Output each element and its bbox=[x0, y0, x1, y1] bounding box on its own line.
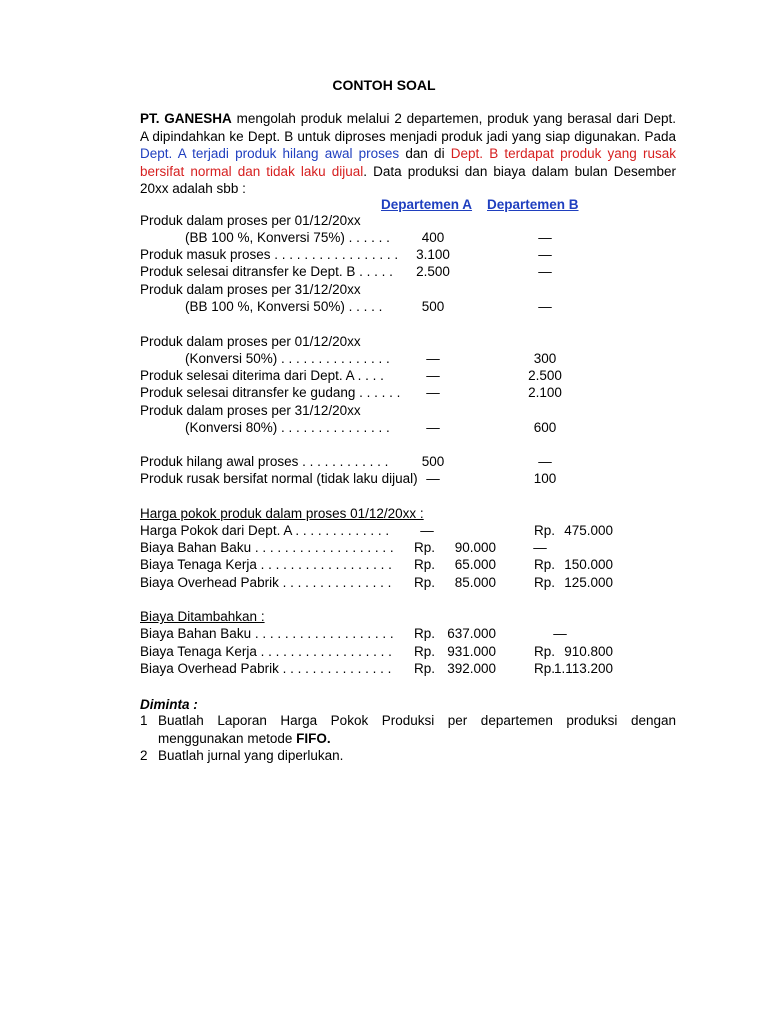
dept-a-amount: 85.000 bbox=[454, 575, 496, 590]
dept-b-amount: 910.800 bbox=[564, 644, 613, 659]
intro-red-text: Dept. B terdapat produk yang rusak bersifat normal dan tidak laku dijual bbox=[140, 146, 676, 179]
company-name: PT. GANESHA bbox=[140, 111, 232, 126]
dept-a-currency: Rp. bbox=[414, 557, 436, 572]
dept-b-currency: Rp. bbox=[534, 661, 556, 676]
dept-a-currency: Rp. bbox=[414, 575, 436, 590]
dept-a-value: 3.100 bbox=[416, 247, 450, 262]
dept-b-value: — bbox=[538, 264, 552, 279]
dept-b-value: — bbox=[538, 299, 552, 314]
production-row bbox=[0, 247, 768, 264]
dept-a-amount: 65.000 bbox=[454, 557, 496, 572]
diminta-item-text: Buatlah jurnal yang diperlukan. bbox=[158, 748, 344, 763]
row-label: Produk hilang awal proses . . . . . . . . . . . . bbox=[140, 454, 389, 469]
row-label: (Konversi 80%) . . . . . . . . . . . . . . . bbox=[185, 420, 390, 435]
dept-b-value: 600 bbox=[533, 420, 557, 435]
dept-a-currency: Rp. bbox=[414, 626, 436, 641]
biaya-tambah-title: Biaya Ditambahkan : bbox=[140, 609, 265, 624]
cost-row bbox=[0, 557, 768, 574]
hpp-awal-title-row bbox=[0, 506, 768, 523]
dept-a-value: — bbox=[426, 351, 440, 366]
row-label: Produk dalam proses per 31/12/20xx bbox=[140, 282, 361, 297]
production-row bbox=[0, 420, 768, 437]
dept-b-value: 2.100 bbox=[528, 385, 562, 400]
intro-text-3: . Data produksi dan biaya dalam bulan Desember 20xx adalah sbb : bbox=[140, 163, 676, 196]
row-label: Biaya Bahan Baku . . . . . . . . . . . . . . . . . . . bbox=[140, 626, 394, 641]
production-row bbox=[0, 385, 768, 402]
diminta-title: Diminta : bbox=[140, 697, 198, 712]
dept-b-amount: 475.000 bbox=[564, 523, 613, 538]
dept-a-amount: 637.000 bbox=[447, 626, 496, 641]
row-label: Biaya Overhead Pabrik . . . . . . . . . . . . . . . bbox=[140, 661, 392, 676]
production-row bbox=[0, 334, 768, 351]
diminta-item-bold: FIFO. bbox=[296, 730, 331, 746]
cost-row bbox=[0, 523, 768, 540]
row-label: Produk selesai ditransfer ke gudang . . . . . . bbox=[140, 385, 401, 400]
intro-text-2: dan di bbox=[399, 146, 451, 161]
dept-a-value: 500 bbox=[421, 299, 445, 314]
dept-b-value: — bbox=[538, 247, 552, 262]
diminta-item-text: Buatlah Laporan Harga Pokok Produksi per departemen produksi dengan menggunakan metode bbox=[158, 713, 676, 746]
intro-blue-text: Dept. A terjadi produk hilang awal proses bbox=[140, 146, 400, 161]
dept-a-amount: 931.000 bbox=[447, 644, 496, 659]
row-label: Produk selesai diterima dari Dept. A . . . . bbox=[140, 368, 384, 383]
row-label: Biaya Bahan Baku . . . . . . . . . . . . . . . . . . . bbox=[140, 540, 394, 555]
hpp-awal-title: Harga pokok produk dalam proses 01/12/20xx : bbox=[140, 506, 424, 521]
header-dept-b: Departemen B bbox=[487, 197, 579, 212]
diminta-item-number: 1 bbox=[140, 713, 148, 728]
dept-b-value: 100 bbox=[533, 471, 557, 486]
row-label: Produk rusak bersifat normal (tidak laku dijual) bbox=[140, 471, 418, 486]
dept-b-value: — bbox=[538, 454, 552, 469]
dept-a-currency: Rp. bbox=[414, 661, 436, 676]
header-dept-a: Departemen A bbox=[381, 197, 473, 212]
dept-b-amount: 125.000 bbox=[564, 575, 613, 590]
row-label: Produk selesai ditransfer ke Dept. B . . . . . bbox=[140, 264, 393, 279]
dept-a-value: 500 bbox=[421, 454, 445, 469]
cost-row bbox=[0, 540, 768, 557]
production-row bbox=[0, 299, 768, 316]
dept-b-currency: Rp. bbox=[534, 575, 556, 590]
diminta-item-2 bbox=[140, 747, 676, 765]
dept-a-value: — bbox=[426, 471, 440, 486]
row-label: Produk dalam proses per 01/12/20xx bbox=[140, 334, 361, 349]
dept-a-currency: Rp. bbox=[414, 644, 436, 659]
dept-a-amount: 90.000 bbox=[454, 540, 496, 555]
production-row bbox=[0, 213, 768, 230]
row-label: Biaya Tenaga Kerja . . . . . . . . . . . . . . . . . . bbox=[140, 644, 392, 659]
row-label: Biaya Overhead Pabrik . . . . . . . . . . . . . . . bbox=[140, 575, 392, 590]
production-row bbox=[0, 368, 768, 385]
production-row bbox=[0, 471, 768, 488]
dept-a-amount: — bbox=[420, 523, 434, 538]
cost-row bbox=[0, 661, 768, 678]
cost-row bbox=[0, 644, 768, 661]
biaya-tambah-title-row bbox=[0, 609, 768, 626]
cost-row bbox=[0, 626, 768, 643]
row-label: Harga Pokok dari Dept. A . . . . . . . . . . . . . bbox=[140, 523, 390, 538]
diminta-item-number: 2 bbox=[140, 748, 148, 763]
dept-b-value: — bbox=[538, 230, 552, 245]
intro-paragraph bbox=[140, 110, 676, 198]
dept-b-amount: 1.113.200 bbox=[553, 661, 613, 676]
row-label: (BB 100 %, Konversi 50%) . . . . . bbox=[185, 299, 383, 314]
intro-text-1: mengolah produk melalui 2 departemen, produk yang berasal dari Dept. A dipindahkan ke Dept. B untuk diproses menjadi produk jadi yang siap digunakan. Pada bbox=[140, 111, 676, 144]
dept-a-value: — bbox=[426, 385, 440, 400]
dept-a-value: 400 bbox=[421, 230, 445, 245]
production-row bbox=[0, 403, 768, 420]
dept-a-value: — bbox=[426, 420, 440, 435]
production-row bbox=[0, 230, 768, 247]
production-row bbox=[0, 454, 768, 471]
row-label: Produk dalam proses per 31/12/20xx bbox=[140, 403, 361, 418]
dept-b-currency: Rp. bbox=[534, 644, 556, 659]
dept-b-value: 300 bbox=[533, 351, 557, 366]
dept-a-currency: Rp. bbox=[414, 540, 436, 555]
dept-a-amount: 392.000 bbox=[447, 661, 496, 676]
row-label: (Konversi 50%) . . . . . . . . . . . . . . . bbox=[185, 351, 390, 366]
cost-row bbox=[0, 575, 768, 592]
diminta-item-1 bbox=[140, 712, 676, 747]
dept-b-value: 2.500 bbox=[528, 368, 562, 383]
dept-b-amount: 150.000 bbox=[564, 557, 613, 572]
row-label: Biaya Tenaga Kerja . . . . . . . . . . . . . . . . . . bbox=[140, 557, 392, 572]
dept-b-amount: — bbox=[553, 626, 567, 641]
page-title: CONTOH SOAL bbox=[332, 77, 436, 93]
dept-b-amount: — bbox=[533, 540, 547, 555]
dept-a-value: — bbox=[426, 368, 440, 383]
production-row bbox=[0, 351, 768, 368]
dept-b-currency: Rp. bbox=[534, 557, 556, 572]
dept-a-value: 2.500 bbox=[416, 264, 450, 279]
row-label: Produk dalam proses per 01/12/20xx bbox=[140, 213, 361, 228]
production-row bbox=[0, 264, 768, 281]
production-row bbox=[0, 282, 768, 299]
row-label: Produk masuk proses . . . . . . . . . . . . . . . . . bbox=[140, 247, 399, 262]
row-label: (BB 100 %, Konversi 75%) . . . . . . bbox=[185, 230, 390, 245]
dept-b-currency: Rp. bbox=[534, 523, 556, 538]
